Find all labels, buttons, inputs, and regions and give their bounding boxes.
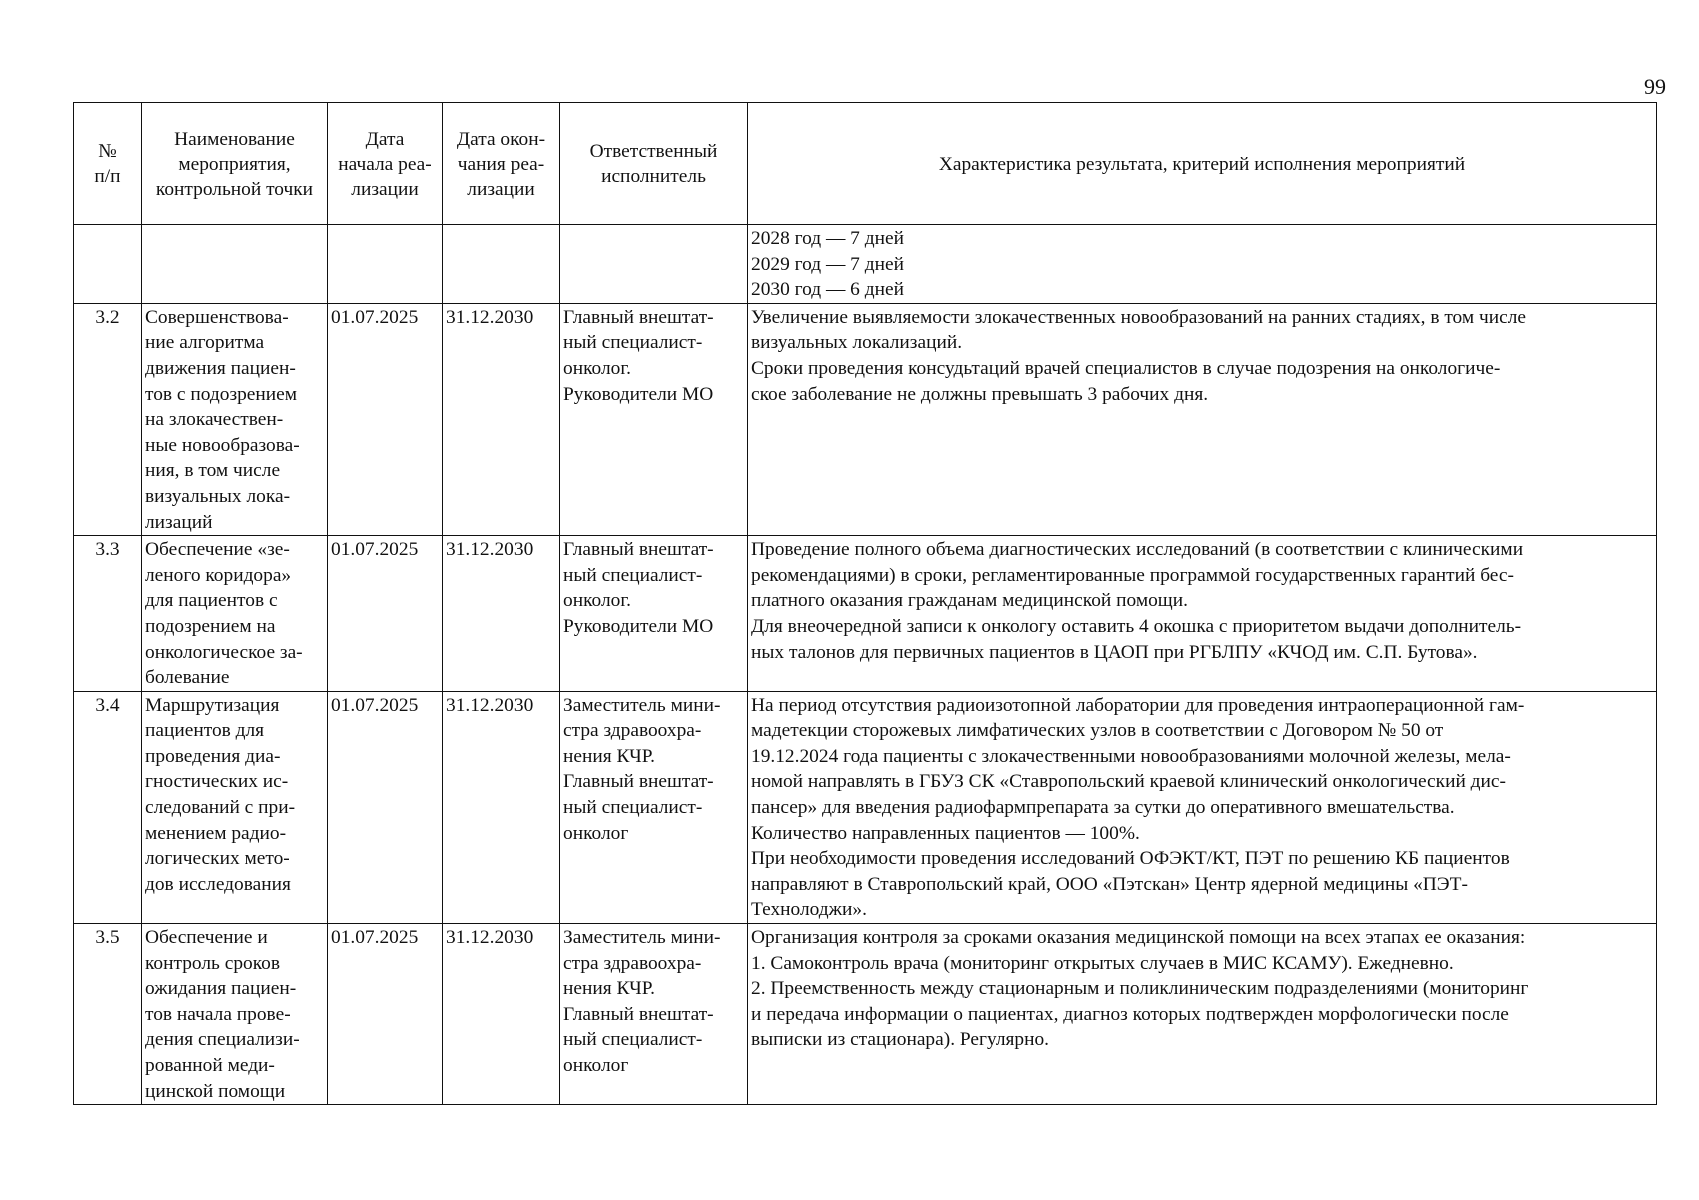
header-num: № п/п xyxy=(74,103,142,225)
row-num: 3.3 xyxy=(74,536,142,692)
table-row xyxy=(74,536,1657,692)
header-row xyxy=(74,103,1657,225)
row-num: 3.2 xyxy=(74,303,142,535)
row-responsible xyxy=(560,225,748,304)
row-responsible: Главный внештат- ный специалист- онколог. Руководители МО xyxy=(560,303,748,535)
row-name xyxy=(142,225,328,304)
row-end-date xyxy=(443,225,560,304)
page-number: 99 xyxy=(1644,74,1666,99)
row-responsible: Заместитель мини- стра здравоохра- нения КЧР. Главный внештат- ный специалист- онколог xyxy=(560,924,748,1105)
row-start-date: 01.07.2025 xyxy=(328,691,443,923)
row-num: 3.4 xyxy=(74,691,142,923)
row-name: Совершенствова- ние алгоритма движения пациен- тов с подозрением на злокачествен- ные новообразова- ния, в том числе визуальных лока- лизаций xyxy=(142,303,328,535)
row-end-date: 31.12.2030 xyxy=(443,303,560,535)
table-row xyxy=(74,303,1657,535)
measures-table xyxy=(73,102,1657,1105)
row-start-date: 01.07.2025 xyxy=(328,536,443,692)
header-end-date: Дата окон- чания реа- лизации xyxy=(443,103,560,225)
row-result: Проведение полного объема диагностических исследований (в соответствии с клиническими рекомендациями) в сроки, регламентированные программой государственных гарантий бес- платного оказания гражданам медицинской помощи. Для внеочередной записи к онкологу оставить 4 окошка с приоритетом выдачи дополнитель- ных талонов для первичных пациентов в ЦАОП при РГБЛПУ «КЧОД им. С.П. Бутова». xyxy=(748,536,1657,692)
row-end-date: 31.12.2030 xyxy=(443,536,560,692)
row-result: 2028 год — 7 дней 2029 год — 7 дней 2030 год — 6 дней xyxy=(748,225,1657,304)
header-result: Характеристика результата, критерий исполнения мероприятий xyxy=(748,103,1657,225)
row-end-date: 31.12.2030 xyxy=(443,691,560,923)
row-num xyxy=(74,225,142,304)
row-start-date: 01.07.2025 xyxy=(328,924,443,1105)
header-start-date: Дата начала реа- лизации xyxy=(328,103,443,225)
row-name: Обеспечение «зе- леного коридора» для пациентов с подозрением на онкологическое за- болевание xyxy=(142,536,328,692)
row-num: 3.5 xyxy=(74,924,142,1105)
row-responsible: Главный внештат- ный специалист- онколог. Руководители МО xyxy=(560,536,748,692)
table-row xyxy=(74,691,1657,923)
header-name: Наименование мероприятия, контрольной точки xyxy=(142,103,328,225)
row-result: На период отсутствия радиоизотопной лаборатории для проведения интраоперационной гам- мадетекции сторожевых лимфатических узлов в соответствии с Договором № 50 от 19.12.2024 года пациенты с злокачественными новообразованиями молочной железы, мела- номой направлять в ГБУЗ СК «Ставропольский краевой клинический онкологический дис- пансер» для введения радиофармпрепарата за сутки до оперативного вмешательства. Количество направленных пациентов — 100%. При необходимости проведения исследований ОФЭКТ/КТ, ПЭТ по решению КБ пациентов направляют в Ставропольский край, ООО «Пэтскан» Центр ядерной медицины «ПЭТ- Технолоджи». xyxy=(748,691,1657,923)
row-name: Маршрутизация пациентов для проведения диа- гностических ис- следований с при- менением радио- логических мето- дов исследования xyxy=(142,691,328,923)
table-row xyxy=(74,225,1657,304)
row-end-date: 31.12.2030 xyxy=(443,924,560,1105)
row-start-date xyxy=(328,225,443,304)
row-name: Обеспечение и контроль сроков ожидания пациен- тов начала прове- дения специализи- рованной меди- цинской помощи xyxy=(142,924,328,1105)
row-result: Увеличение выявляемости злокачественных новообразований на ранних стадиях, в том числе визуальных локализаций. Сроки проведения консудьтаций врачей специалистов в случае подозрения на онкологиче- ское заболевание не должны превышать 3 рабочих дня. xyxy=(748,303,1657,535)
row-responsible: Заместитель мини- стра здравоохра- нения КЧР. Главный внештат- ный специалист- онколог xyxy=(560,691,748,923)
row-result: Организация контроля за сроками оказания медицинской помощи на всех этапах ее оказания: 1. Самоконтроль врача (мониторинг открытых случаев в МИС КСАМУ). Ежедневно. 2. Преемственность между стационарным и поликлиническим подразделениями (мониторинг и передача информации о пациентах, диагноз которых подтвержден морфологически после выписки из стационара). Регулярно. xyxy=(748,924,1657,1105)
header-responsible: Ответственный исполнитель xyxy=(560,103,748,225)
table-row xyxy=(74,924,1657,1105)
row-start-date: 01.07.2025 xyxy=(328,303,443,535)
